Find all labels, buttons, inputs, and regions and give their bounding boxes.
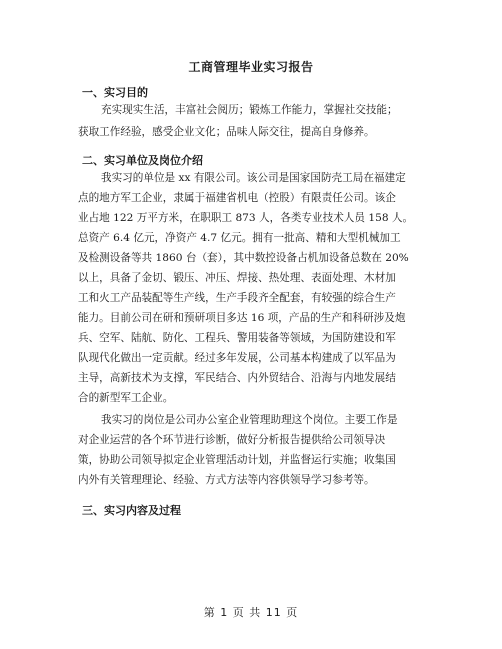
document-title: 工商管理毕业实习报告 bbox=[188, 60, 314, 74]
paragraph-line: 能力。目前公司在研和预研项目多达 16 项，产品的生产和科研涉及炮 bbox=[78, 312, 406, 324]
paragraph-line: 队现代化做出一定贡献。经过多年发展，公司基本构建成了以军品为 bbox=[78, 352, 396, 364]
section-heading-purpose: 一、实习目的 bbox=[82, 86, 148, 99]
paragraph-line: 获取工作经验，感受企业文化；品味人际交往，提高自身修养。 bbox=[78, 126, 375, 138]
page-footer: 第 1 页 共 11 页 bbox=[203, 606, 299, 619]
paragraph-line: 内外有关管理理论、经验、方式方法等内容供领导学习参考等。 bbox=[78, 474, 375, 486]
paragraph-line: 合的新型军工企业。 bbox=[78, 392, 174, 404]
section-heading-unit: 二、实习单位及岗位介绍 bbox=[82, 154, 203, 167]
paragraph-line: 业占地 122 万平方米，在职职工 873 人，各类专业技术人员 158 人。 bbox=[78, 212, 414, 224]
paragraph-line: 兵、空军、陆航、防化、工程兵、警用装备等领域，为国防建设和军 bbox=[78, 332, 396, 344]
paragraph-line: 及检测设备等共 1860 台（套），其中数控设备占机加设备总数在 20% bbox=[78, 252, 409, 264]
paragraph-line: 充实现实生活，丰富社会阅历；锻炼工作能力，掌握社交技能； bbox=[101, 104, 398, 116]
paragraph-line: 策，协助公司领导拟定企业管理活动计划，并监督运行实施；收集国 bbox=[78, 454, 396, 466]
section-heading-content: 三、实习内容及过程 bbox=[82, 504, 181, 517]
paragraph-line: 点的地方军工企业，隶属于福建省机电（控股）有限责任公司。该企 bbox=[78, 192, 396, 204]
paragraph-line: 我实习的岗位是公司办公室企业管理助理这个岗位。主要工作是 bbox=[101, 414, 398, 426]
paragraph-line: 我实习的单位是 xx 有限公司。该公司是国家国防壳工局在福建定 bbox=[101, 172, 406, 184]
paragraph-line: 对企业运营的各个环节进行诊断，做好分析报告提供给公司领导决 bbox=[78, 434, 386, 446]
paragraph-line: 以上，具备了金切、锻压、冲压、焊接、热处理、表面处理、木材加 bbox=[78, 272, 396, 284]
paragraph-line: 主导，高新技术为支撑，军民结合、内外贸结合、沿海与内地发展结 bbox=[78, 372, 396, 384]
paragraph-line: 总资产 6.4 亿元，净资产 4.7 亿元。拥有一批高、精和大型机械加工 bbox=[78, 232, 401, 244]
paragraph-line: 工和火工产品装配等生产线，生产手段齐全配套，有较强的综合生产 bbox=[78, 292, 396, 304]
